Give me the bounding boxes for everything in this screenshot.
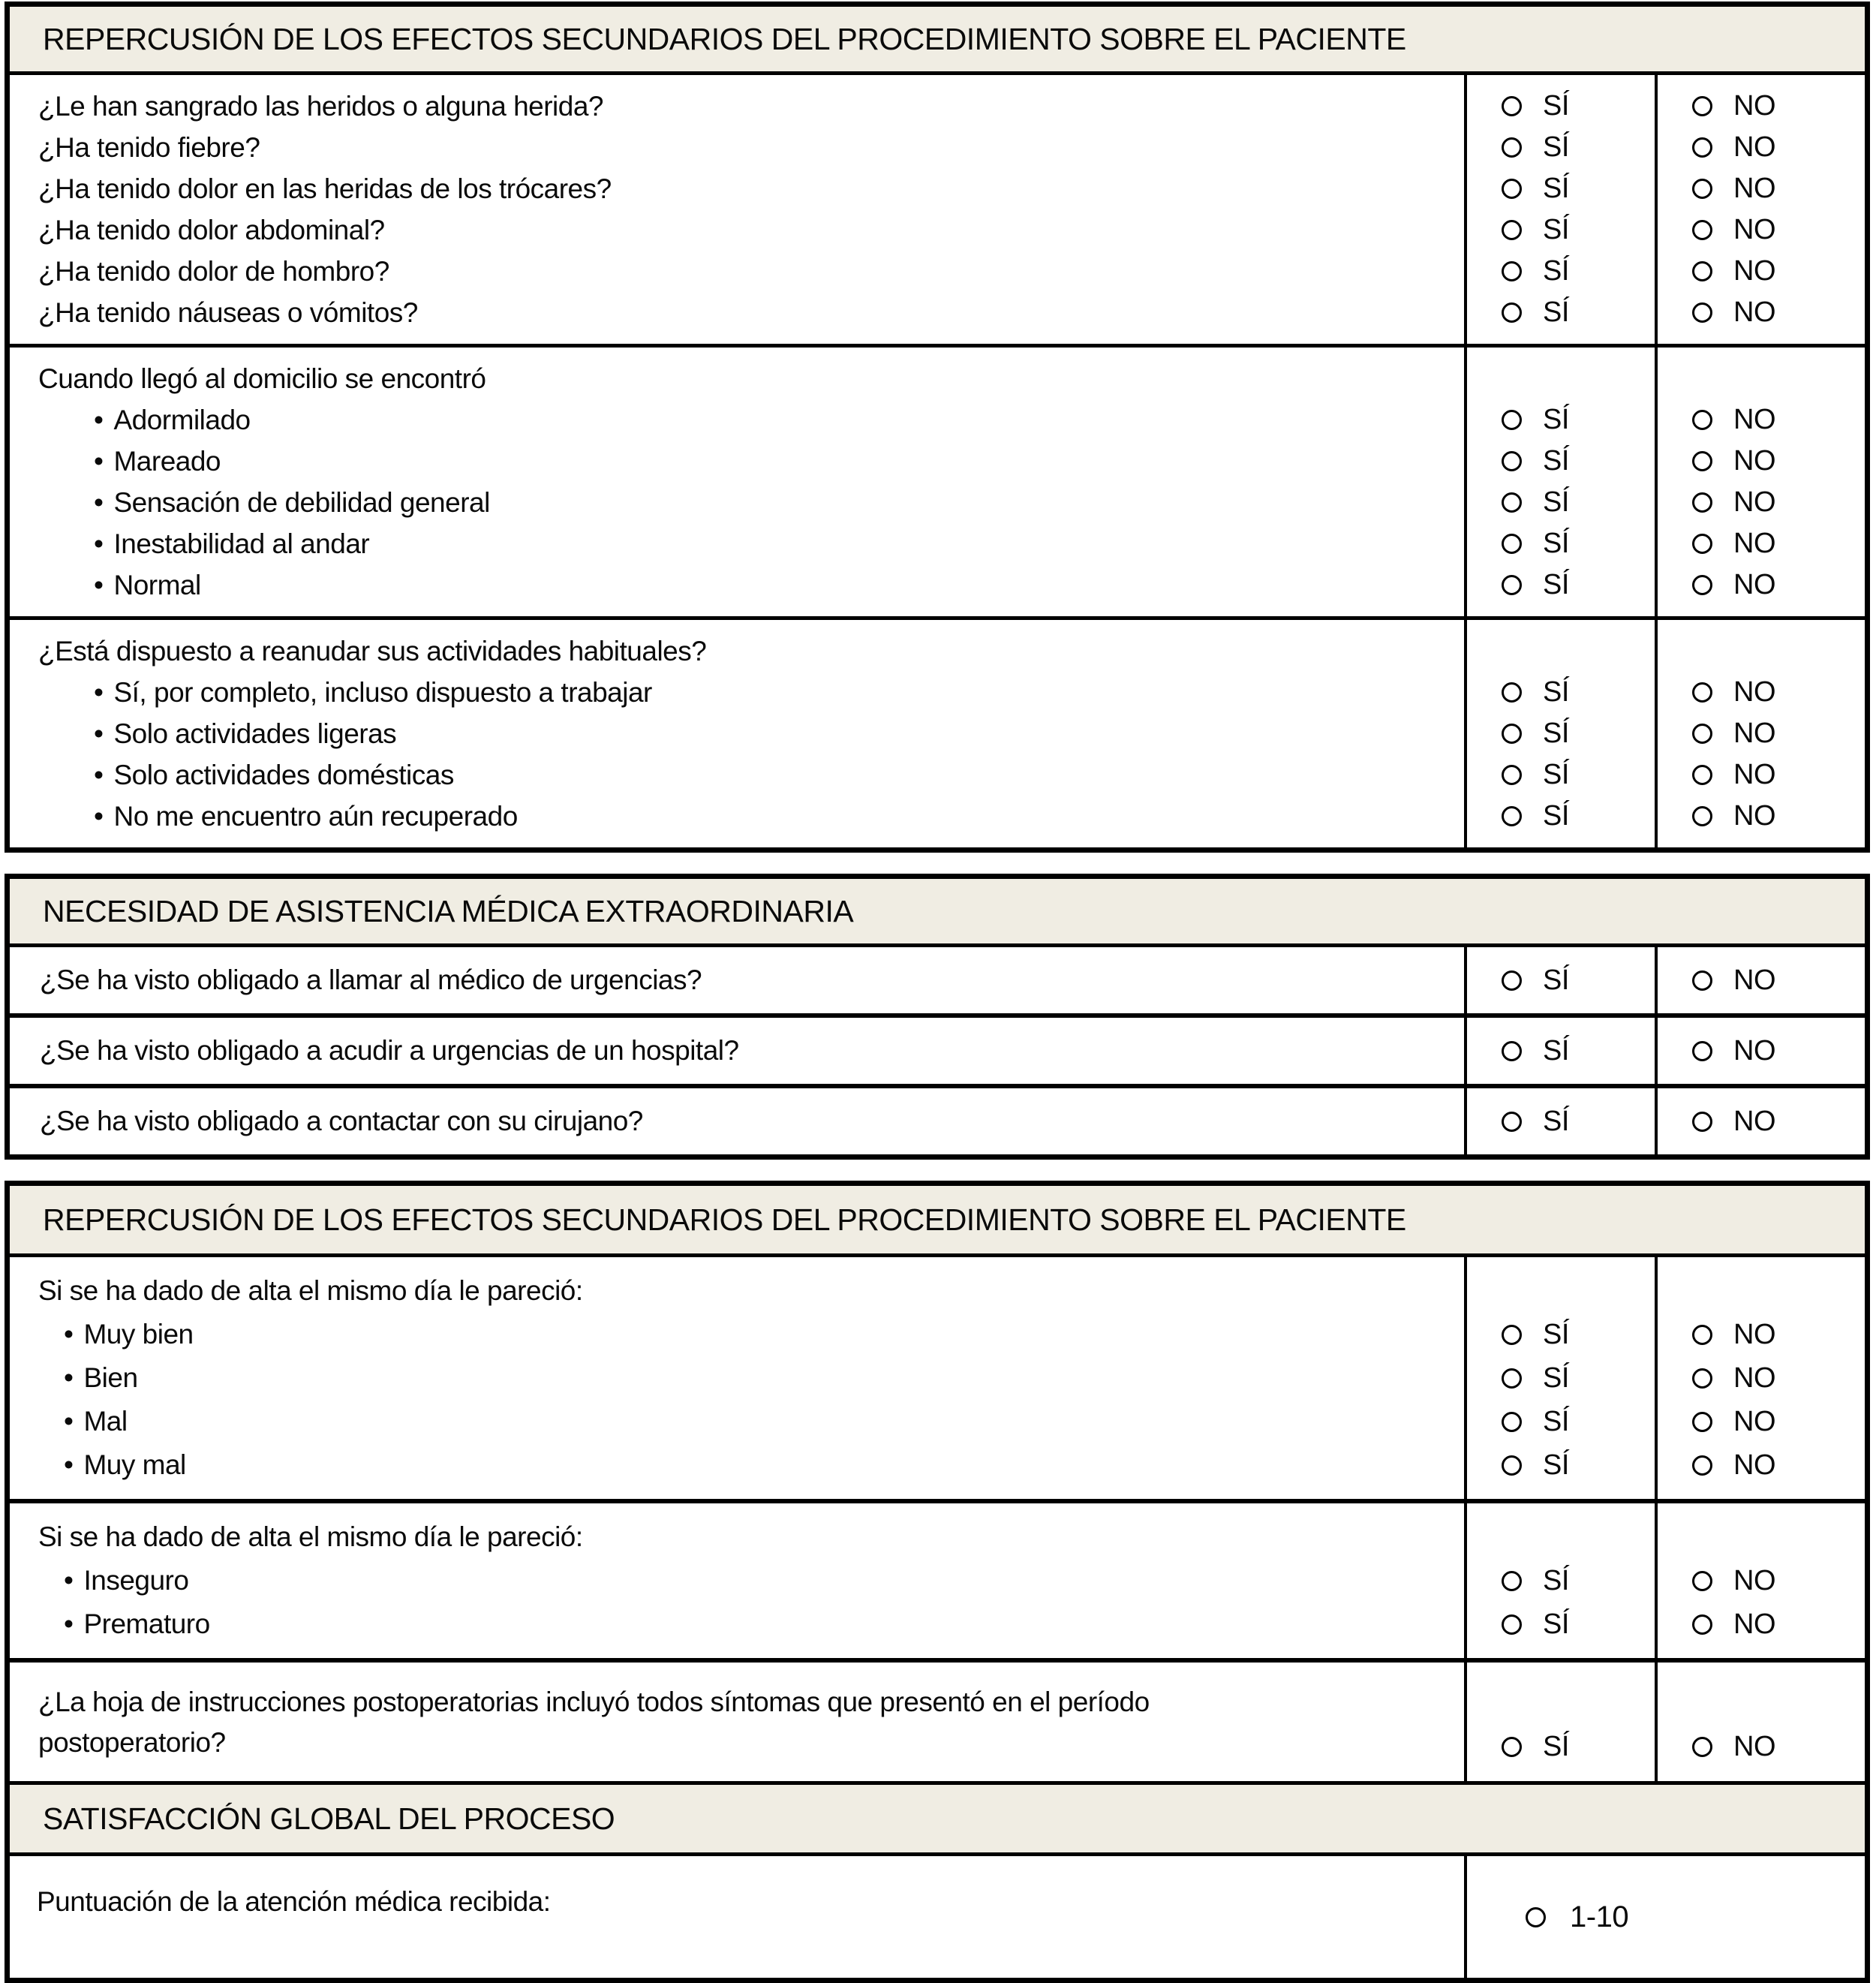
table3-title: REPERCUSIÓN DE LOS EFECTOS SECUNDARIOS DEL PROCEDIMIENTO SOBRE EL PACIENTE <box>43 1202 1406 1237</box>
table2-title: NECESIDAD DE ASISTENCIA MÉDICA EXTRAORDINARIA <box>43 893 854 928</box>
radio-circle-icon <box>1502 1614 1522 1635</box>
bullet-icon <box>64 1565 73 1596</box>
radio-label: SÍ <box>1543 1608 1569 1640</box>
radio-circle-icon <box>1502 1571 1522 1591</box>
radio-label: NO <box>1733 173 1775 204</box>
radio-option-si[interactable] <box>1467 1400 1655 1443</box>
no-column <box>1655 348 1865 616</box>
radio-label: NO <box>1733 1318 1775 1350</box>
bullet-icon <box>94 528 103 559</box>
radio-label: NO <box>1733 131 1775 163</box>
radio-option-no[interactable] <box>1658 754 1865 796</box>
radio-label: SÍ <box>1543 676 1569 708</box>
table3-section-instructions-sheet <box>10 1658 1865 1781</box>
radio-option-no[interactable] <box>1658 1101 1775 1142</box>
radio-label: NO <box>1733 296 1775 328</box>
radio-label: SÍ <box>1543 404 1569 435</box>
table-effects-on-patient-1 <box>5 2 1870 853</box>
radio-option-no[interactable] <box>1658 441 1865 482</box>
radio-label: NO <box>1733 1564 1775 1596</box>
radio-circle-icon <box>1502 1737 1522 1757</box>
bullet-icon <box>94 718 103 749</box>
spacer <box>1467 630 1655 672</box>
radio-option-no[interactable] <box>1658 482 1865 523</box>
group-header-text: Cuando llegó al domicilio se encontró <box>38 363 486 394</box>
option-text: • Sí, por completo, incluso dispuesto a trabajar <box>38 672 1446 713</box>
radio-circle-icon <box>1502 724 1522 744</box>
radio-option-no[interactable] <box>1658 672 1865 713</box>
option-text: • Prematuro <box>38 1602 1446 1646</box>
radio-label: SÍ <box>1543 800 1569 832</box>
radio-option-no[interactable] <box>1658 523 1865 564</box>
table3-section-discharge-opinion <box>10 1257 1865 1499</box>
radio-label: NO <box>1733 676 1775 708</box>
radio-label: SÍ <box>1543 964 1569 996</box>
radio-label: SÍ <box>1543 1731 1569 1762</box>
radio-circle-icon <box>1502 575 1522 595</box>
radio-circle-icon <box>1502 1325 1522 1345</box>
radio-label: NO <box>1733 1362 1775 1394</box>
yes-cell <box>1464 1018 1655 1084</box>
radio-circle-icon <box>1502 682 1522 703</box>
radio-circle-icon <box>1502 534 1522 554</box>
radio-circle-icon <box>1502 220 1522 240</box>
bullet-icon <box>64 1406 73 1437</box>
radio-option-no[interactable] <box>1658 399 1865 441</box>
radio-label: SÍ <box>1543 173 1569 204</box>
group-header-text: Si se ha dado de alta el mismo día le pareció: <box>38 1521 583 1552</box>
radio-option-si[interactable] <box>1467 796 1655 837</box>
yes-column <box>1464 348 1655 616</box>
radio-option-no[interactable] <box>1658 168 1865 209</box>
radio-circle-icon <box>1692 179 1712 199</box>
spacer <box>1658 1269 1865 1313</box>
table1-title: REPERCUSIÓN DE LOS EFECTOS SECUNDARIOS DEL PROCEDIMIENTO SOBRE EL PACIENTE <box>43 21 1406 56</box>
radio-option-si[interactable] <box>1467 1443 1655 1487</box>
question-column <box>10 1663 1464 1781</box>
spacer <box>1467 1515 1655 1559</box>
radio-option-no[interactable] <box>1658 251 1865 292</box>
radio-option-no[interactable] <box>1658 1031 1775 1072</box>
option-text: • Bien <box>38 1356 1446 1400</box>
radio-circle-icon <box>1692 1455 1712 1476</box>
radio-circle-icon <box>1692 410 1712 430</box>
option-text: • Adormilado <box>38 399 1446 441</box>
bullet-icon <box>94 760 103 790</box>
radio-circle-icon <box>1692 451 1712 471</box>
bullet-icon <box>94 487 103 518</box>
table2-row <box>10 1013 1865 1084</box>
radio-label: SÍ <box>1543 255 1569 287</box>
radio-label: NO <box>1733 800 1775 832</box>
bullet-icon <box>64 1449 73 1480</box>
bullet-icon <box>64 1319 73 1350</box>
radio-circle-icon <box>1502 765 1522 785</box>
bullet-icon <box>94 677 103 708</box>
radio-option-si[interactable] <box>1467 564 1655 606</box>
radio-label: NO <box>1733 528 1775 559</box>
radio-circle-icon <box>1692 724 1712 744</box>
radio-circle-icon <box>1502 492 1522 513</box>
radio-option-no[interactable] <box>1658 1443 1865 1487</box>
radio-option-no[interactable] <box>1658 1400 1865 1443</box>
radio-label: NO <box>1733 964 1775 996</box>
radio-circle-icon <box>1502 1041 1522 1061</box>
question-text: ¿Le han sangrado las heridos o alguna herida? <box>38 91 604 122</box>
radio-circle-icon <box>1502 1112 1522 1132</box>
radio-label: SÍ <box>1543 718 1569 749</box>
question-column <box>10 348 1464 616</box>
question-column <box>10 1503 1464 1658</box>
no-column <box>1655 1503 1865 1658</box>
radio-label: NO <box>1733 445 1775 477</box>
radio-label: SÍ <box>1543 1449 1569 1481</box>
radio-label: SÍ <box>1543 131 1569 163</box>
radio-circle-icon <box>1692 220 1712 240</box>
question-column <box>10 75 1464 344</box>
radio-option-si[interactable] <box>1467 399 1655 441</box>
option-text: • Mal <box>38 1400 1446 1443</box>
radio-label: NO <box>1733 1105 1775 1137</box>
radio-label: NO <box>1733 1449 1775 1481</box>
bullet-icon <box>64 1608 73 1639</box>
radio-label: SÍ <box>1543 486 1569 518</box>
radio-option-no[interactable] <box>1658 1559 1865 1602</box>
no-column <box>1655 620 1865 847</box>
radio-option-si[interactable] <box>1467 292 1655 333</box>
radio-label: NO <box>1733 486 1775 518</box>
radio-label: SÍ <box>1543 1105 1569 1137</box>
radio-option-no[interactable] <box>1658 292 1865 333</box>
radio-option-si[interactable] <box>1467 713 1655 754</box>
radio-circle-icon <box>1692 806 1712 826</box>
radio-label: SÍ <box>1543 569 1569 600</box>
table-extra-medical-assistance <box>5 874 1870 1160</box>
option-text: • No me encuentro aún recuperado <box>38 796 1446 837</box>
radio-circle-icon <box>1502 410 1522 430</box>
radio-label: SÍ <box>1543 528 1569 559</box>
table2-header <box>10 879 1865 947</box>
radio-label: SÍ <box>1543 1034 1569 1067</box>
question-text: ¿Se ha visto obligado a contactar con su cirujano? <box>40 1106 643 1136</box>
question-text: ¿Ha tenido dolor abdominal? <box>38 215 385 245</box>
radio-option-no[interactable] <box>1658 960 1775 1001</box>
radio-label: NO <box>1733 90 1775 122</box>
no-cell <box>1655 1663 1865 1781</box>
radio-label: NO <box>1733 759 1775 790</box>
radio-option-no[interactable] <box>1658 1602 1865 1646</box>
option-text: • Normal <box>38 564 1446 606</box>
table1-section-resume-activities <box>10 616 1865 847</box>
radio-circle-icon <box>1692 1614 1712 1635</box>
radio-option-si[interactable] <box>1467 1726 1569 1768</box>
radio-label: NO <box>1733 1034 1775 1067</box>
question-text: ¿Se ha visto obligado a acudir a urgencias de un hospital? <box>40 1035 739 1066</box>
radio-label: NO <box>1733 214 1775 245</box>
radio-option-si[interactable] <box>1467 960 1569 1001</box>
radio-option-score[interactable] <box>1467 1894 1628 1939</box>
radio-circle-icon <box>1692 492 1712 513</box>
radio-circle-icon <box>1502 137 1522 158</box>
table-effects-on-patient-2 <box>5 1181 1870 1983</box>
spacer <box>1467 1269 1655 1313</box>
radio-option-si[interactable] <box>1467 441 1655 482</box>
radio-option-no[interactable] <box>1658 1356 1865 1400</box>
radio-option-no[interactable] <box>1658 86 1865 127</box>
radio-circle-icon <box>1692 1412 1712 1432</box>
radio-option-no[interactable] <box>1658 564 1865 606</box>
radio-circle-icon <box>1692 534 1712 554</box>
question-column <box>10 1257 1464 1499</box>
radio-circle-icon <box>1692 1041 1712 1061</box>
satisfaction-header <box>10 1781 1865 1856</box>
radio-label: NO <box>1733 1731 1775 1762</box>
radio-option-si[interactable] <box>1467 1602 1655 1646</box>
yes-cell <box>1464 947 1655 1013</box>
radio-label: SÍ <box>1543 445 1569 477</box>
question-text: ¿Ha tenido dolor de hombro? <box>38 256 389 287</box>
radio-option-si[interactable] <box>1467 672 1655 713</box>
radio-circle-icon <box>1692 765 1712 785</box>
question-text: Puntuación de la atención médica recibida: <box>37 1886 551 1917</box>
radio-option-si[interactable] <box>1467 1101 1569 1142</box>
radio-circle-icon <box>1502 806 1522 826</box>
radio-label: 1-10 <box>1570 1900 1629 1933</box>
table3-header <box>10 1186 1865 1257</box>
questionnaire-page <box>0 2 1876 1981</box>
radio-circle-icon <box>1692 1112 1712 1132</box>
question-text: ¿La hoja de instrucciones postoperatorias incluyó todos síntomas que presentó en el período postoperatorio? <box>38 1687 1150 1758</box>
radio-label: SÍ <box>1543 1564 1569 1596</box>
bullet-icon <box>64 1362 73 1393</box>
no-cell <box>1655 947 1865 1013</box>
spacer <box>1658 358 1865 399</box>
radio-circle-icon <box>1526 1907 1546 1927</box>
option-text: • Muy bien <box>38 1313 1446 1356</box>
radio-circle-icon <box>1692 970 1712 991</box>
radio-option-si[interactable] <box>1467 523 1655 564</box>
option-text: • Solo actividades domésticas <box>38 754 1446 796</box>
yes-column <box>1464 75 1655 344</box>
radio-label: SÍ <box>1543 759 1569 790</box>
radio-circle-icon <box>1692 261 1712 281</box>
radio-label: NO <box>1733 1608 1775 1640</box>
table1-header <box>10 7 1865 75</box>
radio-option-si[interactable] <box>1467 1031 1569 1072</box>
option-text: • Inestabilidad al andar <box>38 523 1446 564</box>
group-header-text: Si se ha dado de alta el mismo día le pareció: <box>38 1275 583 1306</box>
radio-circle-icon <box>1692 1325 1712 1345</box>
radio-circle-icon <box>1502 970 1522 991</box>
radio-option-si[interactable] <box>1467 251 1655 292</box>
radio-circle-icon <box>1692 1737 1712 1757</box>
table1-section-simple-questions <box>10 75 1865 344</box>
option-text: • Solo actividades ligeras <box>38 713 1446 754</box>
radio-circle-icon <box>1502 96 1522 116</box>
option-text: • Sensación de debilidad general <box>38 482 1446 523</box>
radio-circle-icon <box>1502 179 1522 199</box>
radio-option-si[interactable] <box>1467 1559 1655 1602</box>
no-cell <box>1655 1088 1865 1154</box>
radio-label: NO <box>1733 718 1775 749</box>
option-text: • Inseguro <box>38 1559 1446 1602</box>
radio-circle-icon <box>1502 1368 1522 1389</box>
radio-circle-icon <box>1692 575 1712 595</box>
option-text: • Muy mal <box>38 1443 1446 1487</box>
radio-option-no[interactable] <box>1658 713 1865 754</box>
radio-label: SÍ <box>1543 296 1569 328</box>
radio-option-si[interactable] <box>1467 1356 1655 1400</box>
question-column <box>10 620 1464 847</box>
spacer <box>1658 1515 1865 1559</box>
spacer <box>1467 358 1655 399</box>
question-text: ¿Ha tenido dolor en las heridas de los trócares? <box>38 173 612 204</box>
radio-option-si[interactable] <box>1467 127 1655 168</box>
satisfaction-title: SATISFACCIÓN GLOBAL DEL PROCESO <box>43 1801 615 1836</box>
spacer <box>1658 630 1865 672</box>
radio-option-no[interactable] <box>1658 1726 1775 1768</box>
group-header-text: ¿Está dispuesto a reanudar sus actividades habituales? <box>38 636 707 667</box>
radio-option-no[interactable] <box>1658 209 1865 251</box>
table2-row <box>10 1084 1865 1154</box>
radio-circle-icon <box>1692 1368 1712 1389</box>
yes-column <box>1464 1257 1655 1499</box>
yes-cell <box>1464 1663 1655 1781</box>
bullet-icon <box>94 801 103 832</box>
no-column <box>1655 1257 1865 1499</box>
radio-label: SÍ <box>1543 1405 1569 1437</box>
option-text: • Mareado <box>38 441 1446 482</box>
table-gap <box>0 853 1876 874</box>
table1-section-arrival-state <box>10 344 1865 616</box>
radio-label: NO <box>1733 1405 1775 1437</box>
score-row <box>10 1856 1865 1978</box>
radio-option-si[interactable] <box>1467 209 1655 251</box>
radio-label: SÍ <box>1543 1318 1569 1350</box>
yes-cell <box>1464 1088 1655 1154</box>
radio-circle-icon <box>1502 261 1522 281</box>
yes-column <box>1464 620 1655 847</box>
radio-circle-icon <box>1502 1455 1522 1476</box>
no-cell <box>1655 1018 1865 1084</box>
radio-circle-icon <box>1502 1412 1522 1432</box>
radio-label: SÍ <box>1543 1362 1569 1394</box>
radio-circle-icon <box>1692 137 1712 158</box>
radio-circle-icon <box>1692 302 1712 323</box>
table3-section-discharge-feeling <box>10 1499 1865 1658</box>
radio-option-si[interactable] <box>1467 1313 1655 1356</box>
table-gap <box>0 1160 1876 1181</box>
bullet-icon <box>94 570 103 600</box>
table2-row <box>10 947 1865 1013</box>
radio-option-no[interactable] <box>1658 1313 1865 1356</box>
radio-circle-icon <box>1692 96 1712 116</box>
no-column <box>1655 75 1865 344</box>
radio-label: NO <box>1733 255 1775 287</box>
radio-label: SÍ <box>1543 90 1569 122</box>
radio-option-si[interactable] <box>1467 482 1655 523</box>
radio-circle-icon <box>1502 451 1522 471</box>
radio-circle-icon <box>1692 682 1712 703</box>
score-cell <box>1464 1856 1865 1978</box>
radio-option-no[interactable] <box>1658 127 1865 168</box>
radio-circle-icon <box>1692 1571 1712 1591</box>
bullet-icon <box>94 405 103 435</box>
radio-label: NO <box>1733 569 1775 600</box>
bullet-icon <box>94 446 103 477</box>
radio-option-si[interactable] <box>1467 754 1655 796</box>
question-text: ¿Se ha visto obligado a llamar al médico de urgencias? <box>40 964 702 995</box>
radio-option-si[interactable] <box>1467 168 1655 209</box>
question-text: ¿Ha tenido fiebre? <box>38 132 260 163</box>
radio-option-no[interactable] <box>1658 796 1865 837</box>
radio-label: NO <box>1733 404 1775 435</box>
yes-column <box>1464 1503 1655 1658</box>
radio-option-si[interactable] <box>1467 86 1655 127</box>
question-text: ¿Ha tenido náuseas o vómitos? <box>38 297 418 328</box>
radio-circle-icon <box>1502 302 1522 323</box>
radio-label: SÍ <box>1543 214 1569 245</box>
